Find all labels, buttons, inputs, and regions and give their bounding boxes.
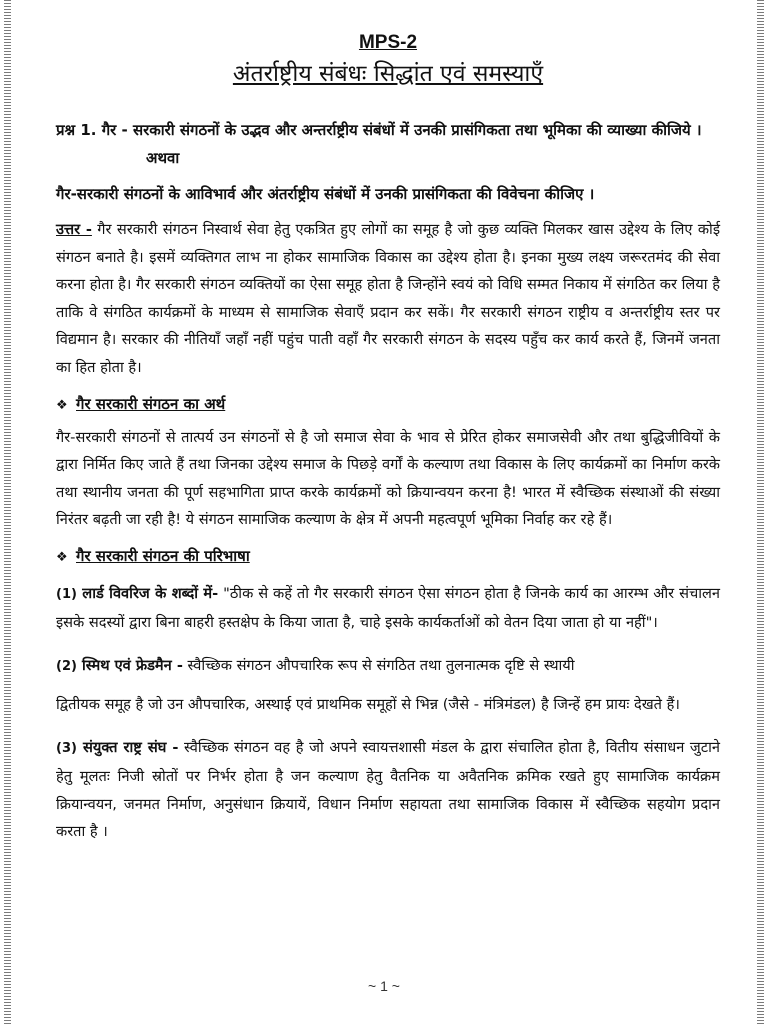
question-or: अथवा bbox=[146, 149, 180, 167]
definition-source: संयुक्त राष्ट्र संघ - bbox=[76, 739, 179, 757]
definition-2 bbox=[56, 652, 720, 681]
definition-text: स्वैच्छिक संगठन वह है जो अपने स्वायत्तशासी मंडल के द्वारा संचालित होता है, वितीय संसाधन जुटाने हेतु मूलतः निजी स्रोतों पर निर्भर होता है जन कल्याण हेतु वैतनिक या अवैतनिक क्रमिक रखते हुए सामाजिक कार्यक्रम क्रियान्वयन, जनमत निर्माण, अनुसंधान क्रियायें, विधान निर्माण सहायता तथा सामाजिक विकास में स्वैच्छिक सहयोग प्रदान करता है । bbox=[56, 739, 720, 841]
section-heading-text: गैर सरकारी संगठन का अर्थ bbox=[76, 394, 226, 413]
definition-number: (1) bbox=[56, 586, 77, 602]
document-title: अंतर्राष्ट्रीय संबंधः सिद्धांत एवं समस्याएँ bbox=[232, 61, 544, 87]
question-alternate: गैर-सरकारी संगठनों के आविभार्व और अंतर्राष्ट्रीय संबंधों में उनकी प्रासंगिकता की विवेचना कीजिए । bbox=[56, 185, 595, 203]
section-heading-text: गैर सरकारी संगठन की परिभाषा bbox=[76, 546, 250, 565]
page-border-right bbox=[757, 0, 764, 1024]
definition-1 bbox=[56, 580, 720, 636]
diamond-bullet-icon: ❖ bbox=[56, 397, 68, 413]
definition-source: लार्ड विवरिज के शब्दों में- bbox=[76, 584, 219, 602]
definition-number: (3) bbox=[56, 741, 77, 757]
question-text bbox=[56, 116, 720, 172]
course-code: MPS-2 bbox=[358, 32, 418, 53]
answer-label: उत्तर - bbox=[56, 221, 92, 238]
answer-paragraph bbox=[56, 216, 720, 382]
section-heading-definition bbox=[56, 544, 720, 570]
meaning-paragraph: गैर-सरकारी संगठनों से तात्पर्य उन संगठनों से है जो समाज सेवा के भाव से प्रेरित होकर समाजसेवी और तथा बुद्धिजीवियों के द्वारा निर्मित किए जाते हैं तथा जिनका उद्देश्य समाज के पिछड़े वर्गों के कल्याण तथा विकास के लिए कार्यक्रमों का निर्माण करके तथा स्थानीय जनता की पूर्ण सहभागिता प्राप्त करके कार्यक्रमों को क्रियान्वयन करना है! भारत में स्वैच्छिक संस्थाओं की संख्या निरंतर बढ़ती जा रही है! ये संगठन सामाजिक कल्याण के क्षेत्र में अपनी महत्वपूर्ण भूमिका निर्वाह कर रहे हैं। bbox=[56, 428, 720, 529]
document-body bbox=[56, 30, 720, 846]
definition-source: स्मिथ एवं फ्रेडमैन - bbox=[76, 657, 183, 675]
definition-text: स्वैच्छिक संगठन औपचारिक रूप से संगठित तथा तुलनात्मक दृष्टि से स्थायी bbox=[182, 657, 575, 675]
diamond-bullet-icon: ❖ bbox=[56, 549, 68, 565]
definition-3 bbox=[56, 734, 720, 845]
answer-text: गैर सरकारी संगठन निस्वार्थ सेवा हेतु एकत्रित हुए लोगों का समूह है जो कुछ व्यक्ति मिलकर खास उद्देश्य के लिए कोई संगठन बनाते है। इसमें व्यक्तिगत लाभ ना होकर सामाजिक विकास का उद्देश्य होता है। इनका मुख्य लक्ष्य जरूरतमंद की सेवा करना होता है। गैर सरकारी संगठन व्यक्तियों का ऐसा समूह होता है जिन्होंने स्वयं को विधि सम्मत निकाय में संगठित कर लिया है ताकि वे संगठित कार्यक्रमों के माध्यम से सामाजिक सेवाएँ प्रदान कर सकें। गैर सरकारी संगठन राष्ट्रीय व अन्तर्राष्ट्रीय स्तर पर विद्यमान है। सरकार की नीतियाँ जहाँ नहीं पहुंच पाती वहाँ गैर सरकारी संगठन के सदस्य पहुँच कर कार्य करते हैं, जिनमें जनता का हित होता है। bbox=[56, 221, 720, 376]
definition-2-continued: द्वितीयक समूह है जो उन औपचारिक, अस्थाई एवं प्राथमिक समूहों से भिन्न (जैसे - मंत्रिमंडल) है जिन्हें हम प्रायः देखते हैं। bbox=[56, 695, 680, 713]
question-line: प्रश्न 1. गैर - सरकारी संगठनों के उद्भव और अन्तर्राष्ट्रीय संबंधों में उनकी प्रासंगिकता तथा भूमिका की व्याख्या कीजिये । bbox=[56, 121, 702, 139]
page-number: ~ 1 ~ bbox=[368, 978, 400, 994]
definition-number: (2) bbox=[56, 659, 77, 675]
definition-text: "ठीक से कहें तो गैर सरकारी संगठन ऐसा संगठन होता है जिनके कार्य का आरम्भ और संचालन इसके सदस्यों द्वारा बिना बाहरी हस्तक्षेप के किया जाता है, चाहे इसके कार्यकर्ताओं को वेतन दिया जाता हो या नहीं"। bbox=[56, 584, 720, 631]
page-border-left bbox=[4, 0, 11, 1024]
section-heading-meaning bbox=[56, 392, 720, 418]
